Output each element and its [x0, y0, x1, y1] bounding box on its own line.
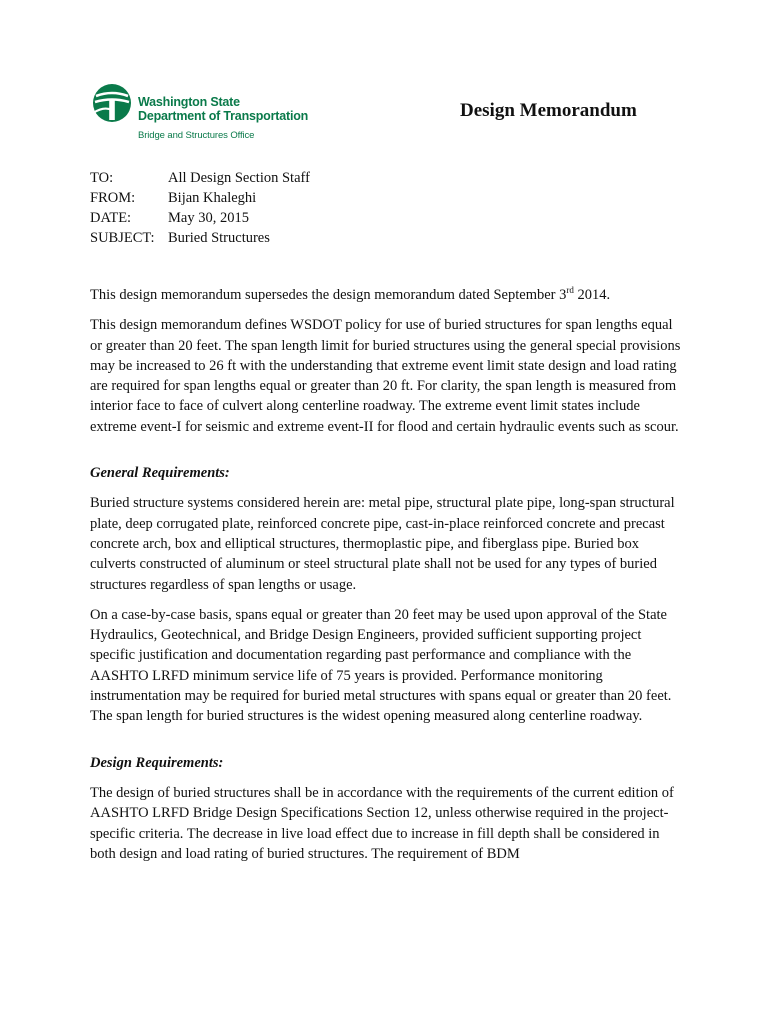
subject-label: SUBJECT:: [90, 230, 155, 246]
design-paragraph-1: The design of buried structures shall be in accordance with the requirements of the current edition of AASHTO LRFD Bridge Design Specifications Section 12, unless otherwise required in the project-specific criteria. The decrease in live load effect due to increase in fill depth shall be considered in both design and load rating of buried structures. The requirement of BDM: [90, 784, 674, 862]
from-label: FROM:: [90, 190, 136, 206]
subject-value: Buried Structures: [168, 230, 270, 246]
general-paragraph-2: On a case-by-case basis, spans equal or greater than 20 feet may be used upon approval of the State Hydraulics, Geotechnical, and Bridge Design Engineers, provided sufficient supporting project specific justification and documentation regarding past performance and compliance with the AASHTO LRFD minimum service life of 75 years is provided. Performance monitoring instrumentation may be required for buried metal structures with spans equal or greater than 20 feet. The span length for buried structures is the widest opening measured along centerline roadway.: [90, 606, 672, 725]
design-requirements-heading: Design Requirements:: [90, 754, 224, 771]
supersedes-text: This design memorandum supersedes the design memorandum dated September 3: [90, 287, 567, 303]
subject-row: [90, 228, 310, 248]
wsdot-logo-icon: [92, 83, 132, 123]
to-row: [90, 168, 310, 188]
supersedes-superscript: rd: [566, 285, 574, 296]
to-value: All Design Section Staff: [168, 170, 310, 186]
org-name-line1: Washington State: [138, 95, 240, 109]
date-row: [90, 208, 310, 228]
memo-header: [90, 168, 310, 248]
document-title: Design Memorandum: [460, 100, 637, 121]
from-row: [90, 188, 310, 208]
from-value: Bijan Khaleghi: [168, 190, 257, 206]
general-paragraph-1: Buried structure systems considered herein are: metal pipe, structural plate pipe, long-span structural plate, deep corrugated plate, reinforced concrete pipe, cast-in-place reinforced concrete and precast concrete arch, box and elliptical structures, thermoplastic pipe, and fiberglass pipe. Buried box culverts constructed of aluminum or steel structural plate shall not be used for any types of buried structures regardless of span lengths or usage.: [90, 495, 675, 593]
policy-paragraph: This design memorandum defines WSDOT policy for use of buried structures for span lengths equal or greater than 20 feet. The span length limit for buried structures using the general special provisions may be increased to 26 ft with the understanding that extreme event limit state design and load rating are required for span lengths equal or greater than 20 ft. For clarity, the span length is measured from interior face to face of culvert along centerline roadway. The extreme event limit states include extreme event-I for seismic and extreme event-II for flood and certain hydraulic events such as scour.: [90, 317, 681, 435]
wsdot-logo: [92, 82, 352, 146]
date-value: May 30, 2015: [168, 210, 249, 226]
date-label: DATE:: [90, 210, 132, 226]
supersedes-paragraph: [90, 285, 684, 305]
org-name: [138, 95, 308, 123]
general-requirements-heading: General Requirements:: [90, 465, 230, 482]
office-name: Bridge and Structures Office: [138, 130, 255, 141]
supersedes-year: 2014.: [573, 287, 611, 303]
memo-body: [90, 285, 684, 874]
org-name-line2: Department of Transportation: [138, 109, 309, 123]
to-label: TO:: [90, 170, 114, 186]
